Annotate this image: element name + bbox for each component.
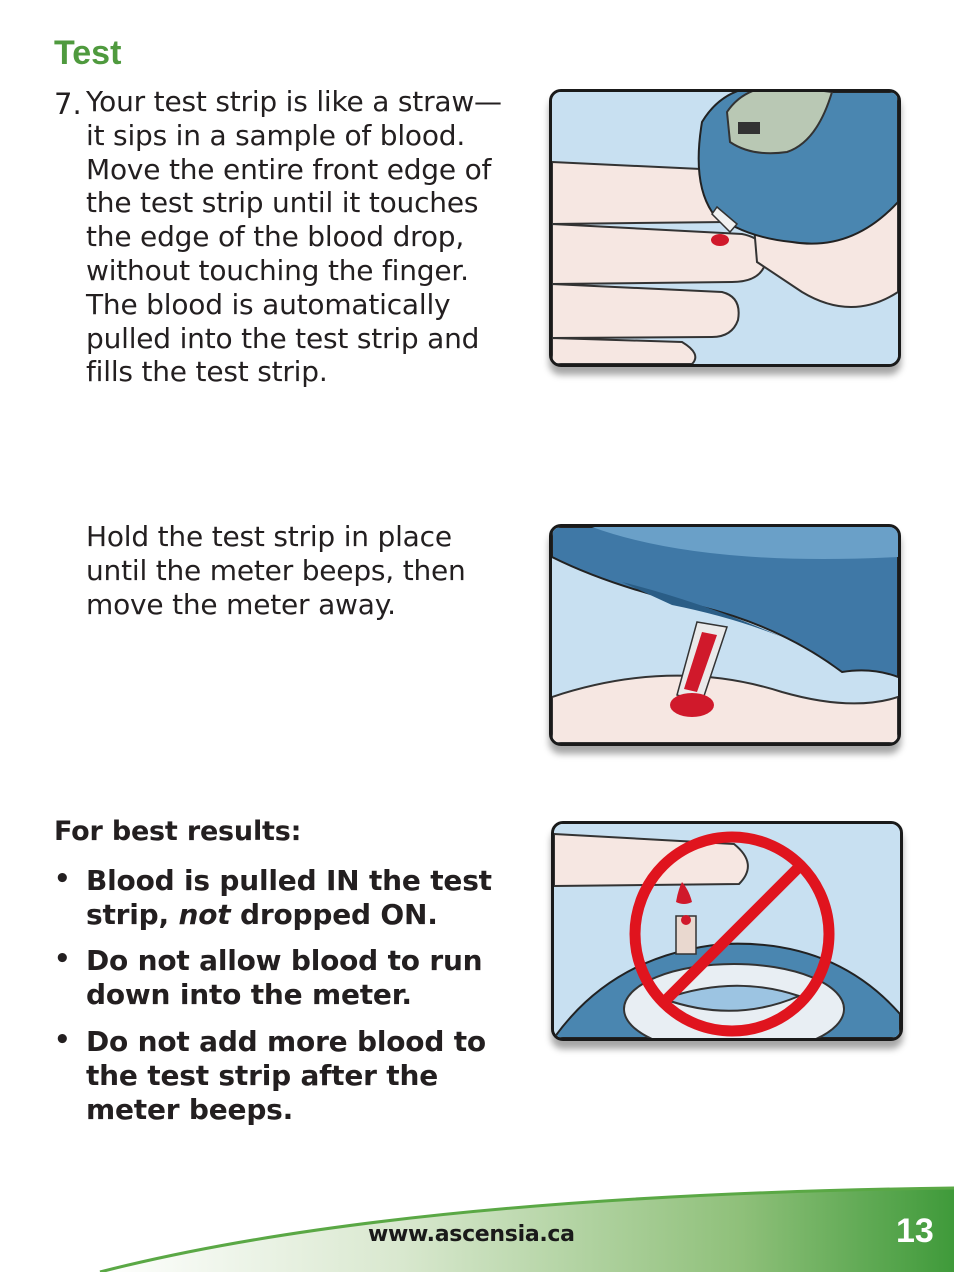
finger-illustration	[552, 92, 898, 364]
step-paragraph-1: Your test strip is like a straw—it sips in a sample of blood. Move the entire front edge of the test strip until it touches the edge of the blood drop, without touching the finger. The blood is automatically pulled into the test strip and fills the test strip.	[86, 85, 502, 389]
bullet-text	[86, 864, 506, 932]
footer-url[interactable]: www.ascensia.ca	[368, 1222, 575, 1247]
bullet-text: Do not allow blood to run down into the meter.	[86, 944, 483, 1011]
section-heading: Test	[54, 34, 122, 72]
best-results-title: For best results:	[54, 816, 302, 847]
bullet-text-part: dropped ON.	[230, 898, 438, 931]
bullet-text: Do not add more blood to the test strip after the meter beeps.	[86, 1025, 486, 1126]
bullet-marker: •	[54, 944, 71, 974]
bullet-text-part: Blood is pulled IN the test strip,	[86, 864, 492, 931]
page-number: 13	[896, 1212, 934, 1250]
footer-wave	[0, 1170, 954, 1272]
meter-illustration	[552, 527, 898, 743]
meter-display-icon	[738, 122, 760, 134]
illustration-strip-touching-drop	[549, 89, 901, 367]
blood-drop-icon	[670, 693, 714, 717]
meter-illustration	[554, 824, 900, 1038]
bullet-marker: •	[54, 1025, 71, 1055]
step-paragraph-2: Hold the test strip in place until the meter beeps, then move the meter away.	[86, 520, 466, 621]
step-number: 7.	[54, 87, 82, 121]
illustration-do-not-drop	[551, 821, 903, 1041]
emphasis-text: not	[178, 898, 231, 931]
blood-drop-icon	[711, 234, 729, 246]
illustration-strip-filling	[549, 524, 901, 746]
bullet-marker: •	[54, 864, 71, 894]
